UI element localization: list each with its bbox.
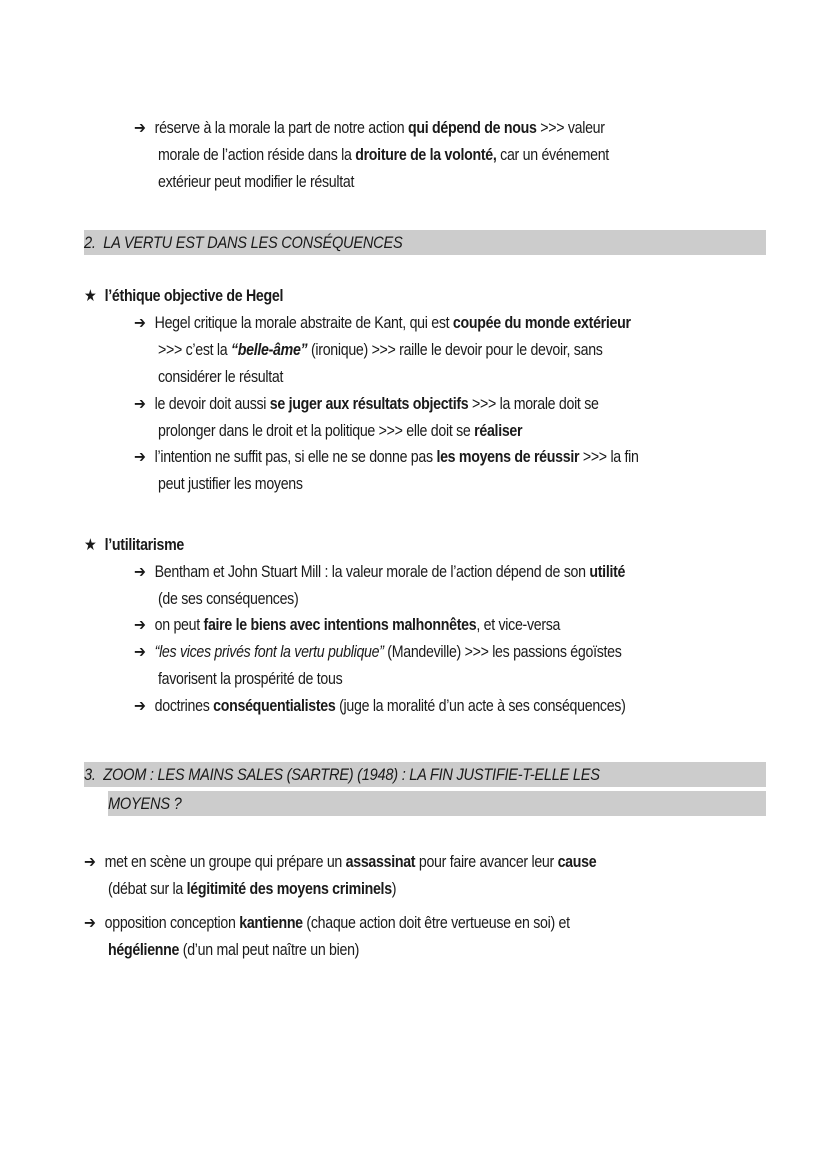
arrow-icon: ➔ <box>134 448 146 466</box>
list-item: ➔ doctrines conséquentialistes (juge la moralité d’un acte à ses conséquences) <box>134 693 626 720</box>
section-heading-bar <box>108 791 766 816</box>
list-item-line: peut justifier les moyens <box>158 475 303 493</box>
star-icon: ★ <box>84 536 97 554</box>
list-item: ➔ on peut faire le biens avec intentions malhonnêtes, et vice-versa <box>134 612 560 639</box>
list-item: ➔ opposition conception kantienne (chaque action doit être vertueuse en soi) et <box>84 910 570 937</box>
bullet-kant-morale: ➔ réserve à la morale la part de notre action qui dépend de nous >>> valeur <box>134 115 605 142</box>
bullet-line: morale de l’action réside dans la droiture de la volonté, car un événement <box>158 146 609 164</box>
list-item: ➔ met en scène un groupe qui prépare un assassinat pour faire avancer leur cause <box>84 849 596 876</box>
subheading-hegel: ★ l’éthique objective de Hegel <box>84 283 283 310</box>
list-item-line: >>> c’est la “belle-âme” (ironique) >>> raille le devoir pour le devoir, sans <box>158 341 603 359</box>
list-item: ➔ Bentham et John Stuart Mill : la valeur morale de l’action dépend de son utilité <box>134 559 625 586</box>
arrow-icon: ➔ <box>84 853 96 871</box>
arrow-icon: ➔ <box>134 643 146 661</box>
section-heading-3-line2: MOYENS ? <box>108 794 182 813</box>
arrow-icon: ➔ <box>134 563 146 581</box>
arrow-icon: ➔ <box>134 314 146 332</box>
list-item-line: hégélienne (d’un mal peut naître un bien) <box>108 941 360 959</box>
arrow-icon: ➔ <box>134 616 146 634</box>
arrow-icon: ➔ <box>134 395 146 413</box>
list-item: ➔ “les vices privés font la vertu publique” (Mandeville) >>> les passions égoïstes <box>134 639 622 666</box>
section-heading-3: 3. ZOOM : LES MAINS SALES (SARTRE) (1948) : LA FIN JUSTIFIE-T-ELLE LES <box>84 765 600 784</box>
list-item-line: considérer le résultat <box>158 368 284 386</box>
arrow-icon: ➔ <box>84 914 96 932</box>
arrow-icon: ➔ <box>134 697 146 715</box>
star-icon: ★ <box>84 287 97 305</box>
list-item-line: prolonger dans le droit et la politique >>> elle doit se réaliser <box>158 422 523 440</box>
list-item: ➔ Hegel critique la morale abstraite de Kant, qui est coupée du monde extérieur <box>134 310 631 337</box>
section-heading-2: 2. LA VERTU EST DANS LES CONSÉQUENCES <box>84 233 403 252</box>
bullet-line: extérieur peut modifier le résultat <box>158 173 355 191</box>
list-item: ➔ le devoir doit aussi se juger aux résultats objectifs >>> la morale doit se <box>134 391 599 418</box>
list-item-line: (débat sur la légitimité des moyens criminels) <box>108 880 397 898</box>
list-item-line: favorisent la prospérité de tous <box>158 670 343 688</box>
list-item-line: (de ses conséquences) <box>158 590 299 608</box>
list-item: ➔ l’intention ne suffit pas, si elle ne se donne pas les moyens de réussir >>> la fin <box>134 444 639 471</box>
arrow-icon: ➔ <box>134 119 146 137</box>
subheading-utilitarisme: ★ l’utilitarisme <box>84 532 184 559</box>
